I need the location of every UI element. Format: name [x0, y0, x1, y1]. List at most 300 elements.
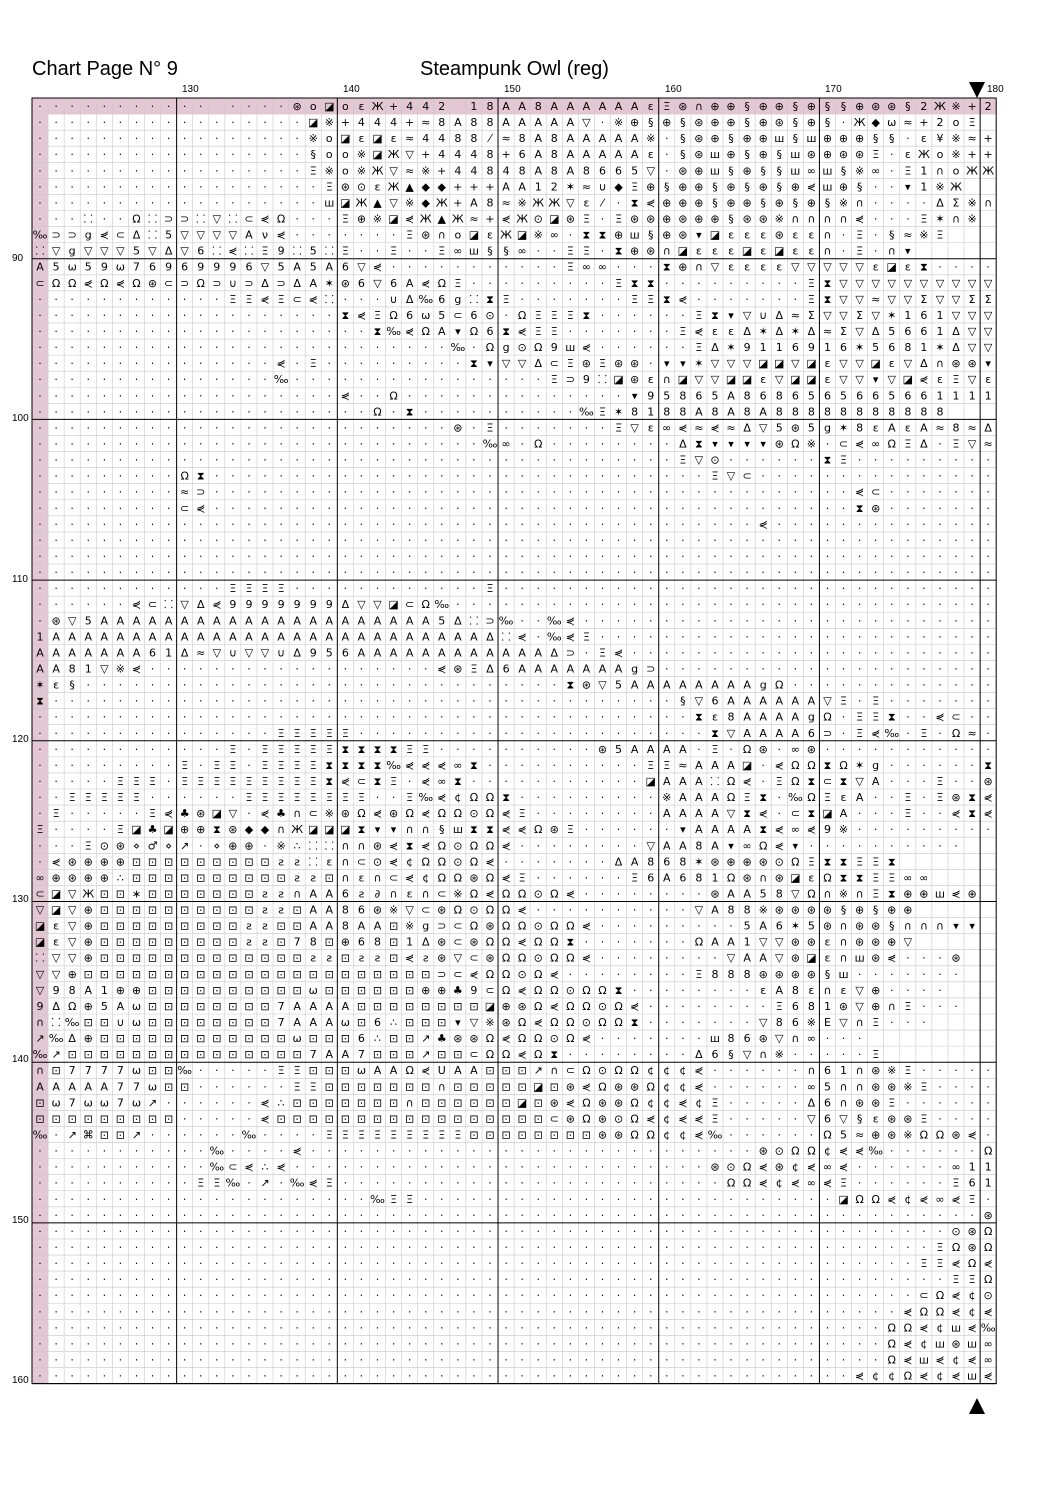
pattern-cell-symbol: ⊙ — [518, 341, 527, 354]
pattern-cell-symbol: ∩ — [840, 936, 848, 949]
pattern-cell-symbol: · — [488, 1353, 492, 1366]
pattern-cell-symbol: · — [536, 1370, 540, 1383]
pattern-cell-symbol: · — [488, 1241, 492, 1254]
pattern-cell-symbol: A — [888, 421, 896, 434]
pattern-cell-symbol: Ξ — [262, 759, 269, 772]
pattern-cell-symbol: · — [890, 759, 894, 772]
pattern-cell-symbol: · — [761, 550, 765, 563]
pattern-cell-symbol: · — [263, 1209, 267, 1222]
pattern-cell-symbol: A — [293, 614, 301, 627]
pattern-cell-symbol: ⊡ — [453, 1048, 462, 1061]
pattern-cell-symbol: Ξ — [197, 775, 204, 788]
pattern-cell-symbol: · — [151, 662, 155, 675]
pattern-cell-symbol: § — [873, 904, 879, 917]
pattern-cell-symbol: · — [665, 727, 669, 740]
pattern-cell-symbol: · — [456, 1370, 460, 1383]
pattern-cell-symbol: · — [665, 325, 669, 338]
pattern-cell-symbol: ω — [68, 261, 77, 274]
pattern-cell-symbol: ⋞ — [421, 807, 430, 820]
pattern-cell-symbol: A — [695, 775, 703, 788]
pattern-cell-symbol: · — [231, 1225, 235, 1238]
pattern-cell-symbol: · — [906, 1145, 910, 1158]
pattern-cell-symbol: ⊡ — [389, 968, 398, 981]
pattern-cell-symbol: · — [472, 277, 476, 290]
pattern-cell-symbol: · — [633, 1209, 637, 1222]
pattern-cell-symbol: 8 — [342, 920, 349, 933]
pattern-cell-symbol: ∩ — [840, 920, 848, 933]
pattern-cell-symbol: ⊕ — [743, 164, 752, 177]
pattern-cell-symbol: · — [761, 1370, 765, 1383]
pattern-cell-symbol: 5 — [824, 1080, 831, 1093]
pattern-cell-symbol: Ω — [550, 984, 558, 997]
pattern-cell-symbol: A — [711, 679, 719, 692]
pattern-cell-symbol: 5 — [615, 679, 622, 692]
pattern-cell-symbol: · — [295, 1257, 299, 1270]
pattern-cell-symbol: · — [70, 1209, 74, 1222]
pattern-cell-symbol: · — [794, 566, 798, 579]
pattern-cell-symbol: Ξ — [872, 887, 879, 900]
pattern-cell-symbol: 5 — [133, 245, 140, 258]
pattern-cell-symbol: · — [376, 373, 380, 386]
pattern-cell-symbol: ▽ — [968, 373, 977, 386]
pattern-cell-symbol: · — [601, 1353, 605, 1366]
pattern-cell-symbol: · — [842, 502, 846, 515]
pattern-cell-symbol: A — [293, 261, 301, 274]
pattern-cell-symbol: · — [633, 904, 637, 917]
pattern-cell-symbol: A — [470, 196, 478, 209]
pattern-cell-symbol: Ω — [791, 759, 799, 772]
pattern-cell-symbol: · — [970, 534, 974, 547]
pattern-cell-symbol: · — [938, 807, 942, 820]
pattern-cell-symbol: · — [794, 1209, 798, 1222]
pattern-cell-symbol: 8 — [342, 904, 349, 917]
pattern-cell-symbol: · — [585, 1193, 589, 1206]
pattern-cell-symbol: · — [986, 646, 990, 659]
pattern-cell-symbol: · — [215, 341, 219, 354]
pattern-cell-symbol: ⋞ — [566, 887, 575, 900]
pattern-cell-symbol: · — [681, 1032, 685, 1045]
pattern-cell-symbol: · — [553, 1321, 557, 1334]
pattern-cell-symbol: ⧗ — [840, 775, 848, 788]
pattern-cell-symbol: · — [360, 229, 364, 242]
pattern-cell-symbol: · — [472, 775, 476, 788]
pattern-cell-symbol: · — [70, 293, 74, 306]
pattern-cell-symbol: ⊡ — [453, 1000, 462, 1013]
pattern-cell-symbol: · — [761, 1000, 765, 1013]
pattern-cell-symbol: · — [569, 518, 573, 531]
pattern-cell-symbol: · — [858, 550, 862, 563]
pattern-cell-symbol: ◪ — [469, 229, 479, 242]
pattern-cell-symbol: · — [440, 695, 444, 708]
pattern-cell-symbol: · — [86, 373, 90, 386]
pattern-cell-symbol: · — [360, 454, 364, 467]
pattern-cell-symbol: · — [199, 1257, 203, 1270]
pattern-cell-symbol: · — [456, 373, 460, 386]
pattern-cell-symbol: · — [617, 550, 621, 563]
pattern-cell-symbol: · — [970, 470, 974, 483]
pattern-cell-symbol: 8 — [744, 405, 751, 418]
pattern-cell-symbol: ⋞ — [694, 1112, 703, 1125]
pattern-cell-symbol: · — [745, 1080, 749, 1093]
pattern-cell-symbol: · — [553, 598, 557, 611]
pattern-cell-symbol: 8 — [904, 341, 911, 354]
pattern-cell-symbol: A — [197, 630, 205, 643]
pattern-cell-symbol: Ξ — [422, 743, 429, 756]
pattern-cell-symbol: · — [842, 1048, 846, 1061]
pattern-cell-symbol: ▽ — [855, 277, 864, 290]
pattern-cell-symbol: · — [713, 614, 717, 627]
pattern-cell-symbol: · — [569, 1305, 573, 1318]
pattern-cell-symbol: ⊕ — [84, 1032, 93, 1045]
pattern-cell-symbol: · — [633, 1305, 637, 1318]
pattern-cell-symbol: A — [117, 614, 125, 627]
pattern-cell-symbol: ⋞ — [919, 373, 928, 386]
pattern-cell-symbol: · — [536, 614, 540, 627]
pattern-cell-symbol: 8 — [776, 405, 783, 418]
pattern-cell-symbol: § — [648, 229, 654, 242]
pattern-cell-symbol: · — [729, 534, 733, 547]
pattern-cell-symbol: · — [729, 486, 733, 499]
pattern-cell-symbol: · — [601, 936, 605, 949]
pattern-cell-symbol: ∩ — [823, 887, 831, 900]
pattern-cell-symbol: ⊡ — [244, 904, 253, 917]
pattern-cell-symbol: ш — [565, 341, 575, 354]
pattern-cell-symbol: · — [119, 116, 123, 129]
pattern-cell-symbol: ⊡ — [518, 1129, 527, 1142]
pattern-cell-symbol: ω — [148, 1080, 157, 1093]
pattern-cell-symbol: · — [520, 1337, 524, 1350]
pattern-cell-symbol: · — [183, 550, 187, 563]
pattern-cell-symbol: · — [858, 743, 862, 756]
pattern-cell-symbol: · — [247, 1225, 251, 1238]
pattern-cell-symbol: ⊡ — [164, 920, 173, 933]
pattern-cell-symbol: · — [922, 839, 926, 852]
pattern-cell-symbol: Δ — [454, 614, 462, 627]
pattern-cell-symbol: · — [778, 470, 782, 483]
pattern-cell-symbol: · — [649, 470, 653, 483]
pattern-cell-symbol: ¢ — [663, 1112, 670, 1125]
pattern-cell-symbol: ※ — [309, 132, 318, 145]
pattern-cell-symbol: · — [569, 791, 573, 804]
pattern-cell-symbol: · — [938, 679, 942, 692]
pattern-cell-symbol: ⊛ — [453, 421, 462, 434]
pattern-cell-symbol: · — [665, 936, 669, 949]
pattern-cell-symbol: · — [697, 743, 701, 756]
pattern-cell-symbol: A — [743, 823, 751, 836]
pattern-cell-symbol: · — [938, 1273, 942, 1286]
pattern-cell-symbol: · — [440, 389, 444, 402]
pattern-cell-symbol: · — [713, 1080, 717, 1093]
pattern-cell-symbol: 6 — [149, 261, 156, 274]
pattern-cell-symbol: ▽ — [855, 1000, 864, 1013]
pattern-cell-symbol: · — [103, 132, 107, 145]
pattern-cell-symbol: · — [761, 1129, 765, 1142]
pattern-cell-symbol: · — [826, 1289, 830, 1302]
pattern-cell-symbol: Δ — [984, 421, 992, 434]
pattern-cell-symbol: ▽ — [695, 454, 704, 467]
pattern-cell-symbol: ⋞ — [518, 823, 527, 836]
pattern-cell-symbol: ⊡ — [244, 1016, 253, 1029]
pattern-cell-symbol: · — [810, 1337, 814, 1350]
pattern-cell-symbol: ⧗ — [695, 711, 703, 724]
pattern-cell-symbol: · — [38, 550, 42, 563]
pattern-cell-symbol: · — [360, 582, 364, 595]
pattern-cell-symbol: · — [681, 582, 685, 595]
pattern-cell-symbol: · — [360, 1370, 364, 1383]
pattern-cell-symbol: Ω — [630, 1064, 638, 1077]
pattern-cell-symbol: · — [199, 1080, 203, 1093]
pattern-cell-symbol: Ξ — [872, 695, 879, 708]
pattern-cell-symbol: · — [681, 502, 685, 515]
pattern-cell-symbol: Ω — [454, 807, 462, 820]
pattern-cell-symbol: Ω — [518, 309, 526, 322]
pattern-cell-symbol: · — [263, 550, 267, 563]
pattern-cell-symbol: · — [745, 1353, 749, 1366]
pattern-cell-symbol: 6 — [695, 389, 702, 402]
pattern-cell-symbol: 5 — [808, 920, 815, 933]
pattern-cell-symbol: ⊛ — [518, 1000, 527, 1013]
pattern-cell-symbol: A — [567, 164, 575, 177]
pattern-cell-symbol: · — [585, 454, 589, 467]
pattern-cell-symbol: ⊕ — [662, 116, 671, 129]
pattern-cell-symbol: · — [408, 438, 412, 451]
pattern-cell-symbol: ⊡ — [228, 936, 237, 949]
pattern-cell-symbol: · — [86, 486, 90, 499]
pattern-cell-symbol: ≈ — [405, 132, 414, 145]
pattern-cell-symbol: · — [456, 1209, 460, 1222]
pattern-cell-symbol: ⊕ — [132, 984, 141, 997]
pattern-cell-symbol: Ω — [486, 341, 494, 354]
pattern-cell-symbol: ⊡ — [276, 920, 285, 933]
pattern-cell-symbol: ♣ — [453, 984, 463, 997]
pattern-cell-symbol: · — [263, 438, 267, 451]
pattern-cell-symbol: 5 — [711, 389, 718, 402]
pattern-cell-symbol: ≈ — [678, 759, 687, 772]
pattern-cell-symbol: · — [392, 1370, 396, 1383]
pattern-cell-symbol: · — [440, 679, 444, 692]
pattern-cell-symbol: · — [424, 662, 428, 675]
pattern-cell-symbol: ⊃ — [212, 277, 221, 290]
pattern-cell-symbol: · — [472, 566, 476, 579]
pattern-cell-symbol: · — [199, 1096, 203, 1109]
pattern-cell-symbol: Ξ — [406, 1129, 413, 1142]
pattern-cell-symbol: · — [328, 454, 332, 467]
pattern-cell-symbol: 8 — [470, 132, 477, 145]
pattern-cell-symbol: · — [38, 1257, 42, 1270]
pattern-cell-symbol: · — [103, 1161, 107, 1174]
pattern-cell-symbol: · — [713, 920, 717, 933]
pattern-cell-symbol: · — [392, 1337, 396, 1350]
pattern-cell-symbol: · — [633, 791, 637, 804]
pattern-cell-symbol: · — [504, 373, 508, 386]
pattern-cell-symbol: · — [86, 1257, 90, 1270]
pattern-cell-symbol: · — [135, 100, 139, 113]
pattern-cell-symbol: · — [665, 470, 669, 483]
pattern-cell-symbol: ⋞ — [839, 1161, 848, 1174]
pattern-cell-symbol: · — [231, 502, 235, 515]
pattern-cell-symbol: ※ — [646, 132, 655, 145]
pattern-cell-symbol: · — [553, 1209, 557, 1222]
pattern-cell-symbol: · — [922, 1209, 926, 1222]
pattern-cell-symbol: · — [504, 1289, 508, 1302]
pattern-cell-symbol: · — [424, 679, 428, 692]
pattern-cell-symbol: Ω — [373, 405, 381, 418]
pattern-cell-symbol: · — [858, 454, 862, 467]
pattern-cell-symbol: ≈ — [823, 325, 832, 338]
pattern-cell-symbol: A — [727, 405, 735, 418]
pattern-cell-symbol: Ω — [791, 438, 799, 451]
pattern-cell-symbol: · — [231, 438, 235, 451]
pattern-cell-symbol: · — [135, 566, 139, 579]
pattern-cell-symbol: ※ — [951, 148, 960, 161]
pattern-cell-symbol: · — [520, 1209, 524, 1222]
pattern-cell-symbol: · — [135, 293, 139, 306]
pattern-cell-symbol: · — [231, 196, 235, 209]
pattern-cell-symbol: ▾ — [455, 325, 461, 338]
pattern-cell-symbol: Ξ — [278, 775, 285, 788]
pattern-cell-symbol: ▽ — [807, 261, 816, 274]
pattern-cell-symbol: · — [70, 1289, 74, 1302]
pattern-cell-symbol: ※ — [887, 1064, 896, 1077]
pattern-cell-symbol: § — [680, 148, 686, 161]
pattern-cell-symbol: 6 — [358, 904, 365, 917]
pattern-cell-symbol: · — [729, 550, 733, 563]
pattern-cell-symbol: Ω — [582, 1064, 590, 1077]
pattern-cell-symbol: ε — [792, 245, 798, 258]
pattern-cell-symbol: · — [328, 1241, 332, 1254]
pattern-cell-symbol: · — [617, 470, 621, 483]
pattern-cell-symbol: Ж — [918, 148, 930, 161]
pattern-cell-symbol: ⊡ — [373, 1096, 382, 1109]
pattern-cell-symbol: · — [778, 1080, 782, 1093]
pattern-cell-symbol: · — [247, 486, 251, 499]
pattern-cell-symbol: · — [167, 1129, 171, 1142]
pattern-cell-symbol: · — [536, 695, 540, 708]
pattern-cell-symbol: 8 — [728, 904, 735, 917]
pattern-cell-symbol: · — [697, 1193, 701, 1206]
pattern-cell-symbol: · — [553, 1273, 557, 1286]
pattern-cell-symbol: · — [601, 486, 605, 499]
pattern-cell-symbol: · — [729, 1353, 733, 1366]
pattern-cell-symbol: ⋞ — [646, 196, 655, 209]
pattern-cell-symbol: 4 — [438, 132, 445, 145]
pattern-cell-symbol: ⊡ — [148, 952, 157, 965]
pattern-cell-symbol: 6 — [390, 277, 397, 290]
pattern-cell-symbol: · — [360, 470, 364, 483]
pattern-cell-symbol: ⋞ — [919, 1321, 928, 1334]
pattern-cell-symbol: · — [376, 1370, 380, 1383]
pattern-cell-symbol: ε — [391, 132, 397, 145]
pattern-cell-symbol: ⊡ — [437, 1000, 446, 1013]
pattern-cell-symbol: 6 — [503, 662, 510, 675]
pattern-cell-symbol: · — [858, 662, 862, 675]
pattern-cell-symbol: · — [279, 679, 283, 692]
pattern-cell-symbol: · — [890, 695, 894, 708]
pattern-cell-symbol: · — [553, 502, 557, 515]
pattern-cell-symbol: · — [440, 1145, 444, 1158]
pattern-cell-symbol: · — [697, 1145, 701, 1158]
pattern-cell-symbol: ⊛ — [967, 1225, 976, 1238]
pattern-cell-symbol: Σ — [808, 309, 815, 322]
pattern-cell-symbol: ⊕ — [501, 1000, 510, 1013]
pattern-cell-symbol: Ω — [518, 920, 526, 933]
pattern-cell-symbol: · — [520, 775, 524, 788]
pattern-cell-symbol: · — [858, 695, 862, 708]
pattern-cell-symbol: ⊡ — [132, 1032, 141, 1045]
pattern-cell-symbol: ⊕ — [662, 213, 671, 226]
pattern-cell-symbol: · — [585, 325, 589, 338]
col-label-160: 160 — [665, 84, 682, 95]
pattern-cell-symbol: ∩ — [823, 229, 831, 242]
pattern-cell-symbol: · — [151, 486, 155, 499]
pattern-cell-symbol: · — [649, 1000, 653, 1013]
pattern-cell-symbol: · — [86, 116, 90, 129]
pattern-cell-symbol: · — [601, 887, 605, 900]
pattern-cell-symbol: · — [681, 904, 685, 917]
pattern-cell-symbol: · — [328, 1289, 332, 1302]
pattern-cell-symbol: ▽ — [727, 357, 736, 370]
pattern-cell-symbol: · — [167, 116, 171, 129]
pattern-cell-symbol: g — [503, 341, 510, 354]
pattern-cell-symbol: ⊂ — [839, 438, 848, 451]
pattern-cell-symbol: 5 — [872, 341, 879, 354]
pattern-cell-symbol: · — [842, 1370, 846, 1383]
pattern-cell-symbol: · — [810, 1193, 814, 1206]
pattern-cell-symbol: · — [54, 196, 58, 209]
pattern-cell-symbol: Ω — [422, 598, 430, 611]
pattern-cell-symbol: ⁄ — [486, 132, 493, 145]
pattern-cell-symbol: ▽ — [727, 470, 736, 483]
pattern-cell-symbol: ◪ — [517, 229, 527, 242]
pattern-cell-symbol: · — [488, 1370, 492, 1383]
pattern-cell-symbol: Ξ — [969, 1193, 976, 1206]
pattern-cell-symbol: · — [54, 839, 58, 852]
pattern-cell-symbol: A — [358, 630, 366, 643]
pattern-cell-symbol: · — [247, 1241, 251, 1254]
pattern-cell-symbol: · — [86, 598, 90, 611]
pattern-cell-symbol: · — [360, 1273, 364, 1286]
pattern-cell-symbol: Ω — [405, 1064, 413, 1077]
pattern-cell-symbol: · — [215, 1370, 219, 1383]
pattern-cell-symbol: · — [263, 1241, 267, 1254]
pattern-cell-symbol: 5 — [888, 389, 895, 402]
pattern-cell-symbol: · — [183, 1257, 187, 1270]
pattern-cell-symbol: g — [872, 759, 879, 772]
pattern-cell-symbol: · — [38, 1370, 42, 1383]
pattern-cell-symbol: + — [389, 100, 398, 113]
pattern-cell-symbol: · — [681, 598, 685, 611]
pattern-cell-symbol: § — [680, 132, 686, 145]
pattern-cell-symbol: · — [54, 598, 58, 611]
pattern-cell-symbol: · — [954, 1209, 958, 1222]
pattern-cell-symbol: · — [536, 486, 540, 499]
pattern-cell-symbol: A — [165, 630, 173, 643]
pattern-cell-symbol: · — [761, 502, 765, 515]
pattern-cell-symbol: ⊛ — [485, 952, 494, 965]
pattern-cell-symbol: · — [858, 1273, 862, 1286]
pattern-cell-symbol: · — [215, 196, 219, 209]
pattern-cell-symbol: · — [681, 711, 685, 724]
pattern-cell-symbol: · — [392, 582, 396, 595]
pattern-cell-symbol: · — [54, 711, 58, 724]
pattern-cell-symbol: · — [665, 1225, 669, 1238]
pattern-cell-symbol: · — [520, 1257, 524, 1270]
pattern-cell-symbol: Ξ — [262, 791, 269, 804]
pattern-cell-symbol: A — [326, 630, 334, 643]
pattern-cell-symbol: ⊛ — [614, 357, 623, 370]
pattern-cell-symbol: Ξ — [936, 229, 943, 242]
pattern-cell-symbol: ※ — [951, 132, 960, 145]
